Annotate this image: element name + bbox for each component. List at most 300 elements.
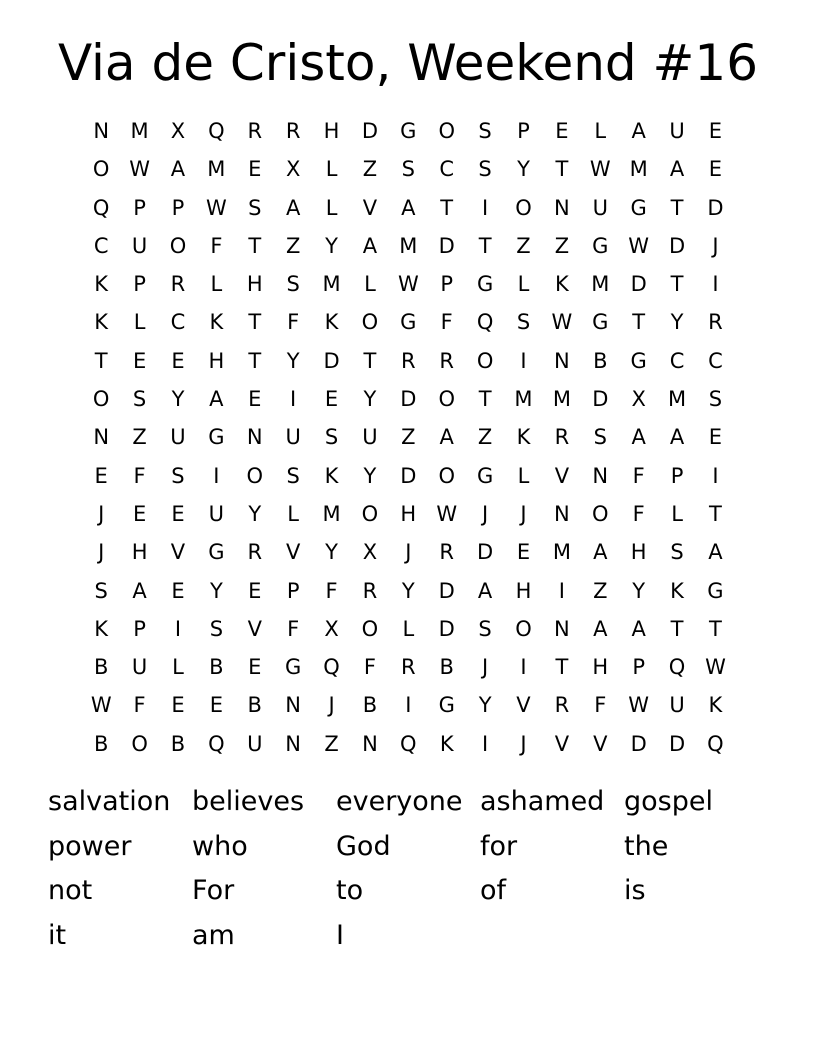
grid-letter: L [287,501,299,526]
grid-letter: S [171,463,185,488]
grid-letter: J [328,693,335,718]
word-list-row [48,780,768,825]
grid-row [82,418,735,456]
grid-letter: N [285,731,301,756]
grid-letter: X [631,387,646,412]
grid-letter: J [520,731,527,756]
word-list-row [48,825,768,870]
grid-letter: D [361,119,379,143]
grid-letter: T [670,616,684,641]
grid-letter: T [670,195,684,220]
grid-letter: P [517,119,530,143]
grid-letter: J [98,540,105,565]
grid-letter: G [476,272,494,297]
grid-row [82,303,735,341]
grid-letter: Y [248,501,262,526]
grid-letter: E [248,387,262,412]
word-list-item: of [480,875,507,906]
grid-letter: D [630,272,647,297]
grid-letter: D [438,233,455,258]
grid-row [82,342,735,380]
grid-letter: V [285,540,301,565]
grid-row [82,457,735,495]
grid-letter: O [361,501,379,526]
grid-letter: P [286,578,300,603]
grid-letter: B [362,693,378,718]
grid-letter: W [129,157,150,182]
grid-letter: H [592,655,609,680]
grid-letter: T [555,655,569,680]
grid-letter: S [593,425,607,450]
grid-letter: G [400,310,417,335]
grid-letter: M [629,157,648,182]
grid-letter: K [324,463,339,488]
grid-letter: X [170,119,186,143]
grid-letter: U [131,655,148,680]
grid-letter: L [133,310,146,335]
grid-letter: Q [323,655,340,680]
grid-letter: E [248,578,262,603]
grid-letter: E [94,463,108,488]
grid-letter: Y [286,348,300,373]
grid-letter: N [362,731,378,756]
grid-letter: I [558,578,565,603]
grid-letter: D [668,233,686,258]
grid-letter: Y [670,310,684,335]
grid-letter: S [478,119,492,143]
grid-letter: Q [707,731,724,756]
grid-letter: T [248,348,262,373]
grid-letter: O [515,195,532,220]
grid-letter: L [517,463,530,488]
grid-letter: P [670,463,684,488]
grid-letter: Y [632,578,646,603]
grid-letter: M [514,387,533,412]
grid-letter: N [554,195,570,220]
grid-letter: M [130,119,149,143]
grid-letter: D [668,731,686,756]
grid-letter: S [324,425,339,450]
grid-letter: U [208,501,225,526]
grid-letter: D [438,578,455,603]
grid-letter: R [401,655,416,680]
grid-letter: P [133,272,146,297]
grid-letter: O [361,310,379,335]
word-list-item: gospel [624,786,713,817]
grid-letter: G [438,693,455,718]
grid-letter: V [593,731,608,756]
grid-letter: O [92,387,110,412]
grid-letter: C [669,348,685,373]
grid-letter: Q [92,195,110,220]
grid-letter: N [554,348,570,373]
grid-letter: Z [285,233,301,258]
word-list-item: who [192,830,248,862]
grid-letter: T [440,195,454,220]
word-list-item: to [336,875,364,906]
grid-letter: G [630,348,647,373]
grid-letter: Y [401,578,415,603]
grid-letter: L [210,272,223,297]
grid-letter: B [93,731,109,756]
grid-letter: P [171,195,185,220]
word-list-item: God [336,830,391,862]
grid-letter: Y [517,157,530,182]
grid-letter: P [133,616,146,641]
grid-letter: T [248,233,262,258]
grid-letter: G [476,463,494,488]
grid-letter: D [707,195,724,220]
grid-letter: K [708,693,723,718]
grid-letter: F [594,693,607,718]
grid-letter: O [515,616,532,641]
grid-letter: B [170,731,186,756]
grid-letter: B [247,693,262,718]
grid-letter: M [667,387,687,412]
grid-row [82,112,735,150]
grid-letter: A [593,616,608,641]
grid-letter: B [439,655,454,680]
grid-letter: D [400,387,417,412]
grid-letter: A [708,540,723,565]
grid-letter: E [132,501,147,526]
grid-letter: Z [516,233,531,258]
grid-letter: F [632,501,645,526]
grid-letter: Q [208,731,225,756]
grid-letter: J [482,501,489,526]
grid-letter: J [520,501,527,526]
grid-letter: E [708,425,723,450]
grid-letter: S [478,157,492,182]
grid-row [82,495,735,533]
grid-letter: V [554,731,570,756]
grid-letter: O [438,463,455,488]
grid-letter: Y [478,693,492,718]
grid-letter: Z [477,425,493,450]
grid-row [82,265,735,303]
grid-row [82,610,735,648]
grid-letter: N [93,119,110,143]
grid-letter: S [286,272,300,297]
grid-letter: D [323,348,340,373]
grid-letter: F [440,310,453,335]
grid-letter: E [248,157,262,182]
grid-letter: A [593,540,608,565]
grid-letter: C [708,348,723,373]
grid-letter: H [630,540,647,565]
word-list-item: For [192,875,235,906]
grid-letter: O [246,463,264,488]
grid-row [82,533,735,571]
grid-letter: W [628,693,650,718]
grid-letter: I [405,693,412,718]
word-list-item: is [624,875,646,906]
grid-letter: A [439,425,454,450]
grid-letter: Q [476,310,494,335]
grid-letter: K [554,272,569,297]
grid-letter: K [439,731,454,756]
grid-letter: Z [132,425,147,450]
grid-letter: D [592,387,609,412]
grid-letter: Q [400,731,417,756]
grid-letter: O [476,348,494,373]
grid-letter: R [401,348,416,373]
grid-letter: J [712,233,719,258]
grid-letter: Q [208,119,225,143]
grid-letter: S [708,387,723,412]
grid-letter: J [482,655,489,680]
grid-letter: R [285,119,301,143]
grid-letter: G [400,119,417,143]
grid-letter: B [209,655,224,680]
grid-letter: B [93,655,109,680]
grid-letter: E [708,119,723,143]
grid-letter: A [401,195,416,220]
grid-letter: D [477,540,494,565]
grid-row [82,227,735,265]
grid-letter: S [670,540,684,565]
grid-letter: G [707,578,724,603]
grid-letter: T [670,272,684,297]
grid-letter: K [324,310,339,335]
grid-letter: G [208,425,225,450]
grid-letter: F [210,233,223,258]
grid-letter: U [170,425,186,450]
grid-letter: S [209,616,224,641]
grid-letter: K [670,578,684,603]
grid-letter: Y [325,540,338,565]
grid-letter: G [285,655,302,680]
grid-letter: J [98,501,105,526]
grid-letter: Y [325,233,338,258]
grid-letter: A [170,157,186,182]
word-list-row [48,914,768,959]
grid-letter: N [554,616,570,641]
grid-letter: R [362,578,378,603]
grid-letter: U [131,233,148,258]
word-list [48,780,768,958]
grid-letter: Y [209,578,223,603]
word-list-item: ashamed [480,786,605,817]
grid-letter: N [554,501,570,526]
grid-letter: K [516,425,531,450]
grid-letter: H [246,272,263,297]
grid-letter: Z [324,731,339,756]
grid-letter: A [285,195,301,220]
grid-letter: I [482,195,489,220]
grid-letter: L [594,119,607,143]
grid-letter: B [593,348,608,373]
grid-letter: T [478,233,492,258]
grid-letter: Y [363,463,377,488]
grid-letter: E [209,693,223,718]
grid-letter: I [482,731,489,756]
grid-letter: R [170,272,186,297]
grid-letter: A [209,387,224,412]
grid-letter: U [669,119,685,143]
grid-letter: H [400,501,417,526]
grid-letter: C [93,233,109,258]
grid-letter: G [630,195,647,220]
grid-letter: N [93,425,110,450]
grid-letter: S [516,310,531,335]
grid-letter: Z [401,425,416,450]
grid-letter: O [131,731,148,756]
word-list-item: power [48,830,132,862]
grid-letter: V [170,540,186,565]
word-list-item: I [336,919,344,951]
grid-letter: T [709,501,722,526]
grid-letter: M [399,233,418,258]
grid-letter: Z [554,233,570,258]
grid-letter: T [363,348,377,373]
grid-letter: A [669,425,685,450]
grid-letter: L [325,195,338,220]
grid-letter: L [517,272,530,297]
grid-row [82,150,735,188]
grid-letter: H [323,119,340,143]
grid-letter: F [287,310,300,335]
grid-letter: W [589,157,611,182]
grid-letter: O [438,387,455,412]
grid-letter: M [207,157,226,182]
grid-letter: S [286,463,300,488]
grid-letter: N [246,425,263,450]
word-list-item: it [48,919,67,951]
grid-letter: J [405,540,412,565]
grid-letter: W [205,195,227,220]
grid-letter: H [515,578,532,603]
word-list-item: for [480,830,518,862]
word-list-row [48,869,768,914]
grid-letter: E [324,387,339,412]
grid-letter: R [439,348,454,373]
grid-letter: L [325,157,338,182]
grid-letter: W [397,272,419,297]
grid-letter: R [554,425,570,450]
grid-letter: F [632,463,645,488]
grid-letter: E [516,540,531,565]
grid-letter: R [439,540,454,565]
grid-letter: Y [171,387,185,412]
grid-letter: A [631,425,646,450]
grid-letter: M [552,387,571,412]
grid-letter: G [592,310,609,335]
grid-letter: U [362,425,378,450]
word-list-item: am [192,919,235,951]
grid-letter: I [520,348,527,373]
grid-letter: M [552,540,571,565]
grid-letter: F [363,655,376,680]
grid-letter: M [322,272,341,297]
grid-letter: K [209,310,224,335]
grid-letter: O [169,233,187,258]
grid-letter: T [632,310,646,335]
grid-letter: Z [362,157,378,182]
grid-letter: M [591,272,610,297]
grid-letter: A [362,233,378,258]
grid-letter: V [554,463,570,488]
grid-letter: R [554,693,570,718]
grid-letter: D [630,731,647,756]
grid-letter: W [705,655,726,680]
grid-letter: X [362,540,378,565]
grid-letter: P [133,195,146,220]
grid-letter: G [592,233,609,258]
grid-letter: W [628,233,650,258]
grid-letter: U [285,425,301,450]
grid-letter: U [247,731,263,756]
grid-letter: V [362,195,378,220]
grid-letter: H [131,540,148,565]
grid-letter: F [325,578,338,603]
word-list-item: the [624,830,669,862]
grid-letter: E [171,693,185,718]
grid-letter: S [94,578,108,603]
grid-row [82,686,735,724]
grid-letter: I [712,272,719,297]
grid-letter: R [247,119,263,143]
grid-letter: X [324,616,339,641]
grid-letter: E [248,655,262,680]
grid-letter: K [94,272,109,297]
grid-letter: A [132,578,147,603]
grid-letter: X [285,157,301,182]
grid-letter: T [248,310,262,335]
grid-letter: E [171,348,185,373]
grid-letter: F [133,693,146,718]
grid-letter: S [401,157,415,182]
grid-letter: I [213,463,220,488]
grid-letter: I [290,387,297,412]
grid-letter: E [708,157,723,182]
puzzle-title: Via de Cristo, Weekend #16 [57,34,759,92]
grid-letter: Z [593,578,608,603]
grid-letter: I [712,463,719,488]
word-list-item: believes [192,786,305,817]
grid-letter: E [132,348,147,373]
grid-letter: Q [668,655,686,680]
grid-letter: N [285,693,301,718]
grid-letter: K [94,310,109,335]
grid-letter: I [520,655,527,680]
grid-letter: A [631,616,646,641]
grid-letter: S [248,195,262,220]
grid-letter: F [133,463,146,488]
grid-letter: E [171,578,185,603]
grid-letter: T [555,157,569,182]
grid-letter: T [94,348,108,373]
grid-letter: O [92,157,110,182]
grid-letter: E [555,119,569,143]
grid-letter: F [287,616,300,641]
grid-letter: A [631,119,646,143]
grid-letter: T [478,387,492,412]
grid-letter: K [94,616,109,641]
grid-letter: Y [363,387,377,412]
grid-letter: T [709,616,722,641]
grid-row [82,648,735,686]
grid-letter: E [171,501,185,526]
grid-letter: U [592,195,608,220]
grid-letter: L [172,655,184,680]
grid-letter: M [322,501,341,526]
grid-letter: O [438,119,455,143]
grid-letter: W [90,693,112,718]
grid-letter: I [174,616,182,641]
grid-letter: R [708,310,723,335]
grid-letter: A [477,578,493,603]
